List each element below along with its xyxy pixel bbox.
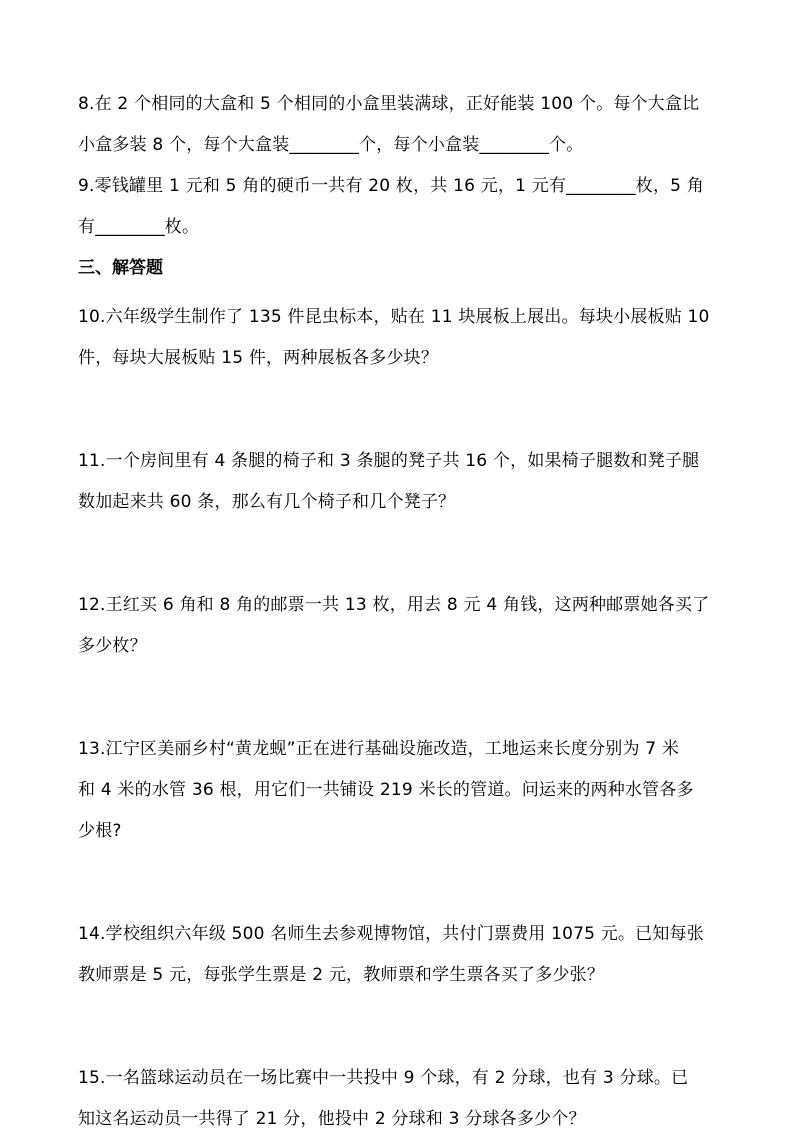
answer-space [78,996,718,1058]
answer-space [78,523,718,585]
spacer [78,289,718,297]
question-10 [78,297,718,379]
question-8 [78,84,718,166]
question-9-line-1: 9.零钱罐里 1 元和 5 角的硬币一共有 20 枚，共 16 元，1 元有________枚，5 角 [78,176,704,196]
question-8-line-1: 8.在 2 个相同的大盒和 5 个相同的小盒里装满球，正好能装 100 个。每个大盒比 [78,94,700,114]
question-13 [78,729,718,852]
question-14 [78,914,718,996]
question-11-line-2: 数加起来共 60 条，那么有几个椅子和几个凳子？ [78,492,456,512]
question-12-line-1: 12.王红买 6 角和 8 角的邮票一共 13 枚，用去 8 元 4 角钱，这两种邮票她各买了 [78,595,710,615]
question-14-line-1: 14.学校组织六年级 500 名师生去参观博物馆，共付门票费用 1075 元。已知每张 [78,924,704,944]
question-9-line-2: 有________枚。 [78,217,200,237]
answer-space [78,379,718,441]
section-3-heading: 三、解答题 [78,258,163,278]
question-15 [78,1058,718,1140]
worksheet-page [78,84,718,1140]
question-10-line-1: 10.六年级学生制作了 135 件昆虫标本，贴在 11 块展板上展出。每块小展板贴 10 [78,307,710,327]
question-13-line-1: 13.江宁区美丽乡村“黄龙蚬”正在进行基础设施改造，工地运来长度分别为 7 米 [78,739,680,759]
question-12 [78,585,718,667]
question-13-line-2: 和 4 米的水管 36 根，用它们一共铺设 219 米长的管道。问运来的两种水管各多 [78,780,694,800]
question-10-line-2: 件，每块大展板贴 15 件，两种展板各多少块？ [78,348,439,368]
answer-space [78,852,718,914]
question-12-line-2: 多少枚？ [78,636,147,656]
question-8-line-2: 小盒多装 8 个，每个大盒装________个，每个小盒装________个。 [78,135,584,155]
question-11 [78,441,718,523]
question-9 [78,166,718,248]
question-14-line-2: 教师票是 5 元，每张学生票是 2 元，教师票和学生票各买了多少张？ [78,965,605,985]
answer-space [78,667,718,729]
question-13-line-3: 少根? [78,821,122,841]
question-15-line-1: 15.一名篮球运动员在一场比赛中一共投中 9 个球，有 2 分球，也有 3 分球。已 [78,1068,689,1088]
question-15-line-2: 知这名运动员一共得了 21 分，他投中 2 分球和 3 分球各多少个？ [78,1109,586,1129]
question-11-line-1: 11.一个房间里有 4 条腿的椅子和 3 条腿的凳子共 16 个，如果椅子腿数和凳子腿 [78,451,700,471]
